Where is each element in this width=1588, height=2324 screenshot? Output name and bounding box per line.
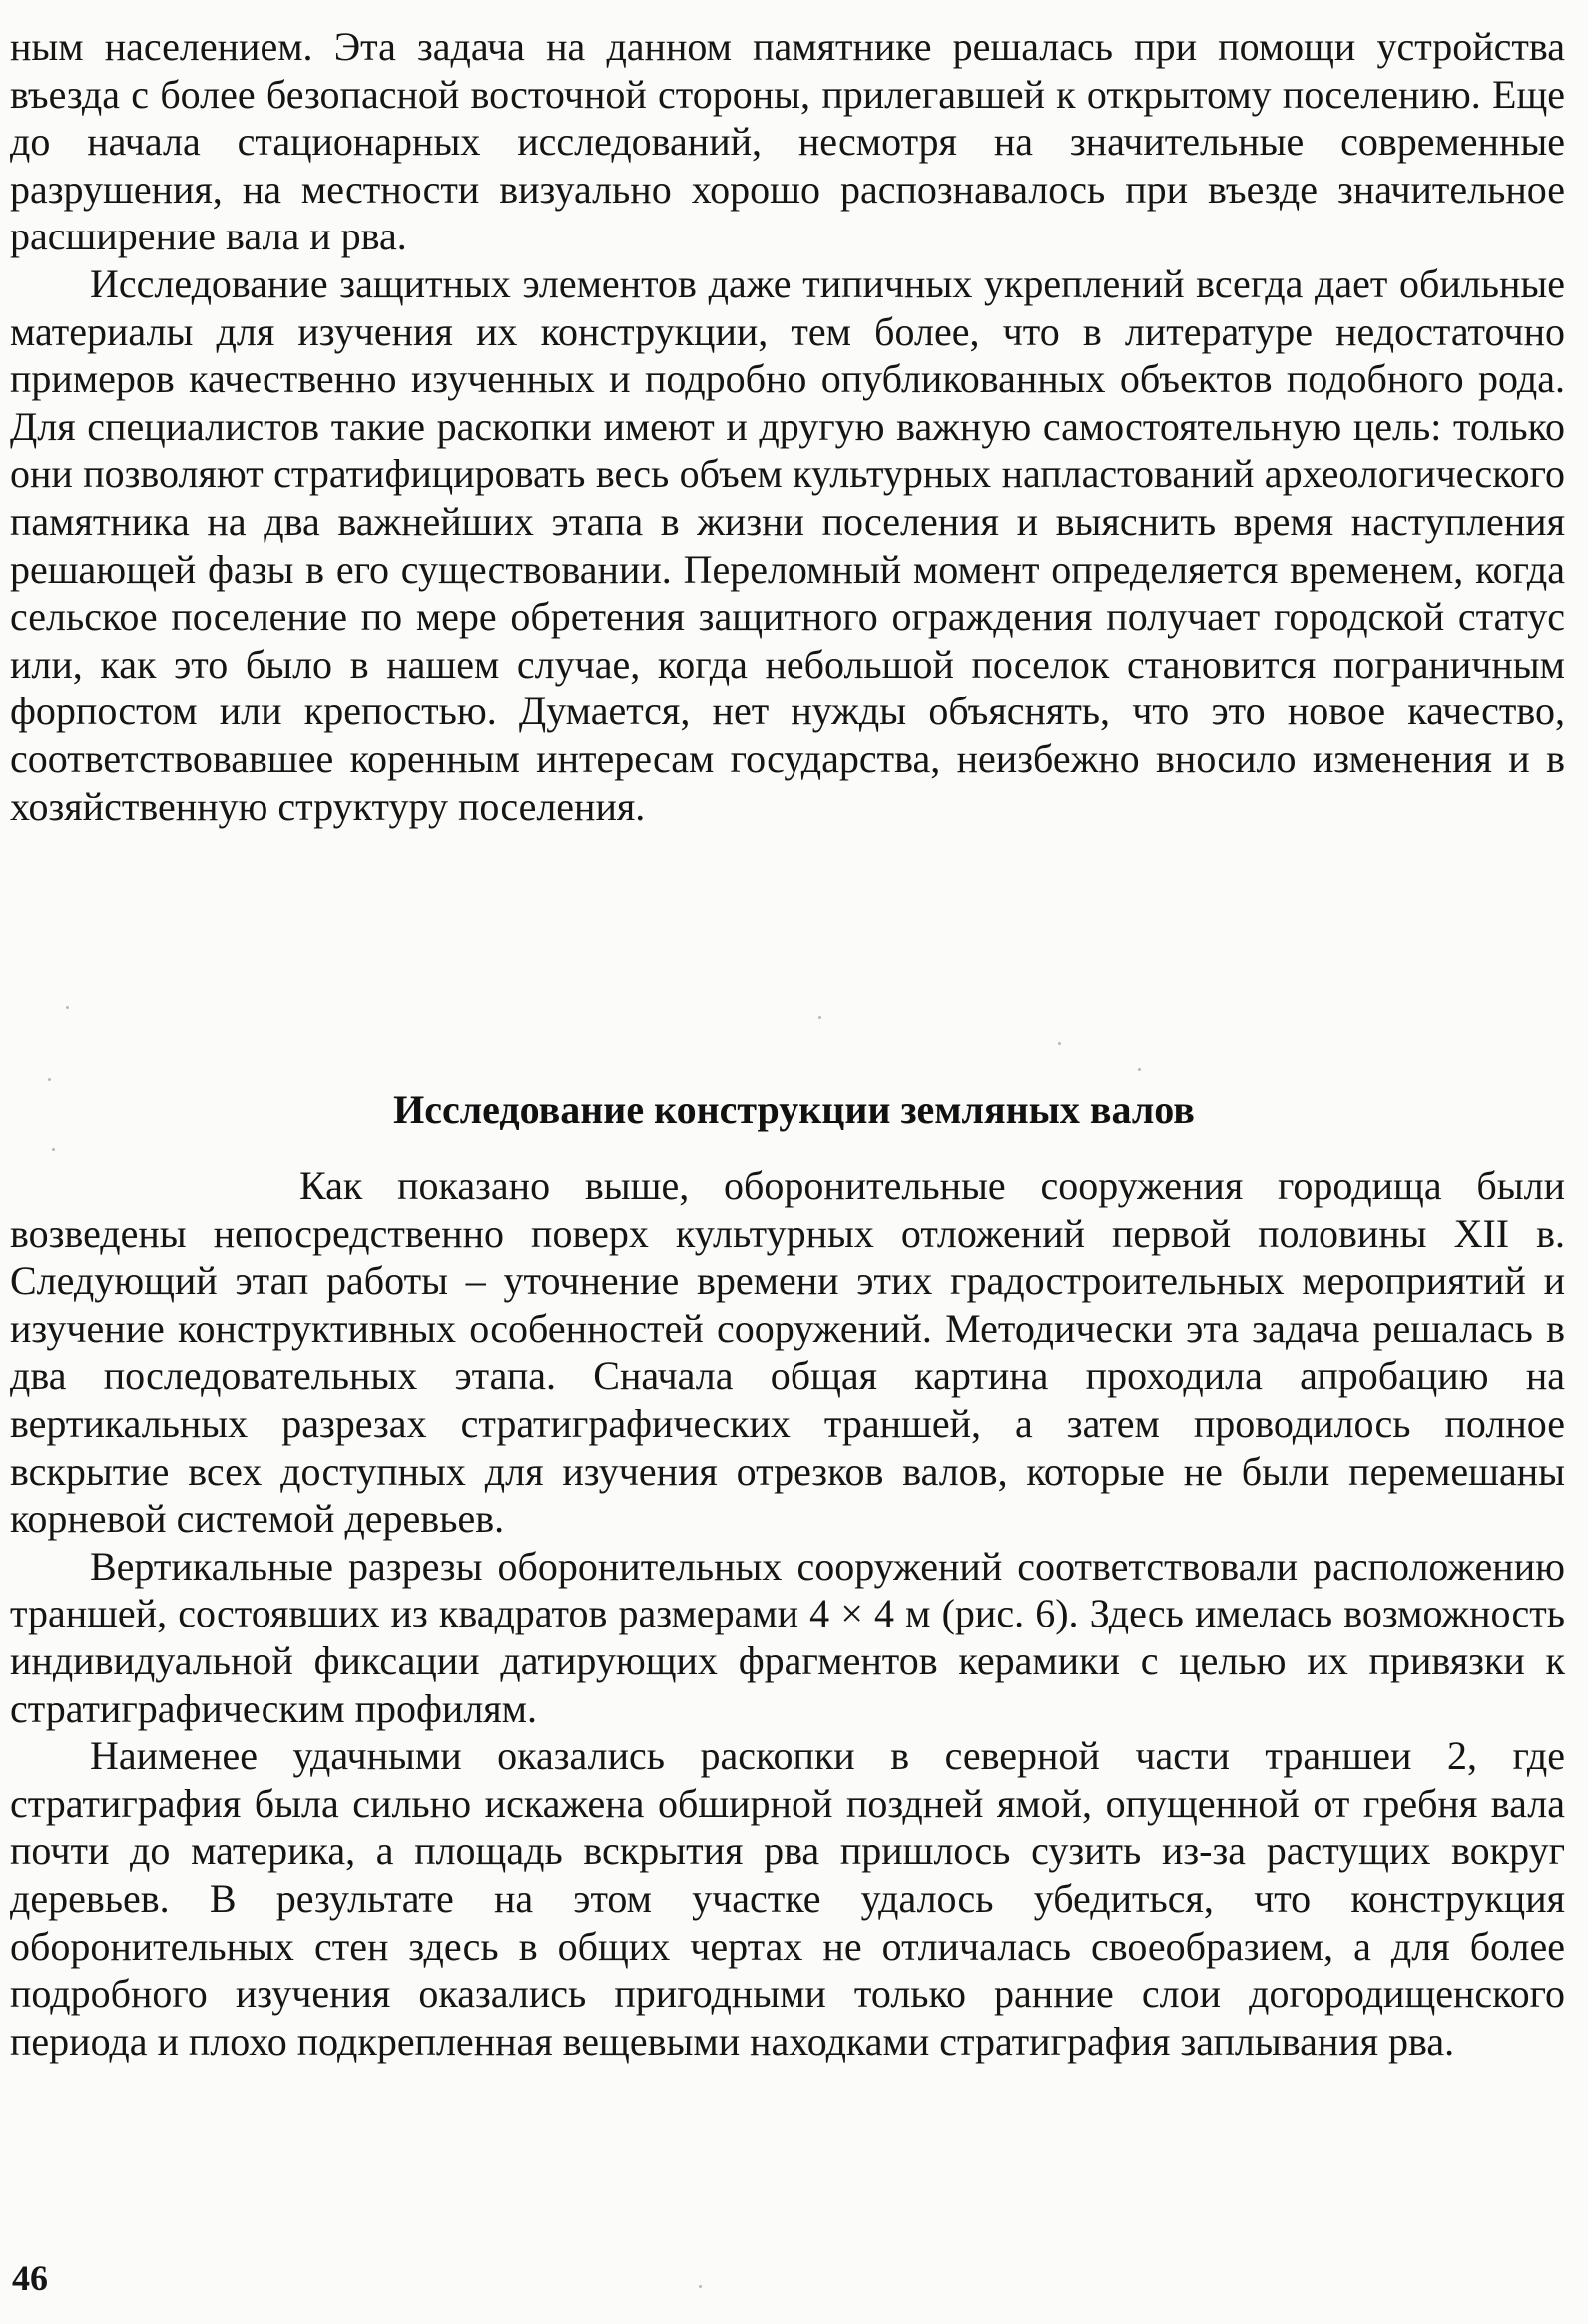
scan-speck <box>1058 1042 1061 1045</box>
page-number: 46 <box>12 2258 48 2298</box>
section-text-block <box>10 1162 1565 2065</box>
paragraph-construction-intro: Как показано выше, оборонительные сооружения городища были возведены непосредственно поверх культурных отложений первой половины XII в. Следующий этап работы – уточнение времени этих градостроительных мероприятий и изучение конструктивных особенностей сооружений. Методически эта задача решалась в два последовательных этапа. Сначала общая картина проходила апробацию на вертикальных разрезах стратиграфических траншей, а затем проводилось полное вскрытие всех доступных для изучения отрезков валов, которые не были перемешаны корневой системой деревьев. <box>10 1163 1565 1542</box>
paragraph-continued: ным населением. Эта задача на данном памятнике решалась при помощи устройства въезда с более безопасной восточной стороны, прилегавшей к открытому поселению. Еще до начала стационарных исследований, несмотря на значительные современные разрушения, на местности визуально хорошо распознавалось при въезде значительное расширение вала и рва. <box>10 24 1565 259</box>
paragraph-vertical-sections: Вертикальные разрезы оборонительных сооружений соответствовали расположению траншей, состоявших из квадратов размерами 4 × 4 м (рис. 6). Здесь имелась возможность индивидуальной фиксации датирующих фрагментов керамики с целью их привязки к стратиграфическим профилям. <box>10 1543 1565 1731</box>
scan-speck <box>48 1078 51 1081</box>
scan-speck <box>52 1148 55 1151</box>
paragraph-trench-results: Наименее удачными оказались раскопки в северной части траншеи 2, где стратиграфия была сильно искажена обширной поздней ямой, опущенной от гребня вала почти до материка, а площадь вскрытия рва пришлось сузить из-за растущих вокруг деревьев. В результате на этом участке удалось убедиться, что конструкция оборонительных стен здесь в общих чертах не отличалась своеобразием, а для более подробного изучения оказались пригодными только ранние слои догородищенского периода и плохо подкрепленная вещевыми находками стратиграфия заплывания рва. <box>10 1733 1565 2064</box>
scan-speck <box>1138 1068 1141 1071</box>
intro-text-block <box>10 23 1565 830</box>
section-heading: Исследование конструкции земляных валов <box>393 1087 1195 1132</box>
scan-speck <box>66 1006 69 1009</box>
scan-speck <box>818 1016 821 1019</box>
paragraph-fortification-study: Исследование защитных элементов даже типичных укреплений всегда дает обильные материалы для изучения их конструкции, тем более, что в литературе недостаточно примеров качественно изученных и подробно опубликованных объектов подобного рода. Для специалистов такие раскопки имеют и другую важную самостоятельную цель: только они позволяют стратифицировать весь объем культурных напластований археологического памятника на два важнейших этапа в жизни поселения и выяснить время наступления решающей фазы в его существовании. Переломный момент определяется временем, когда сельское поселение по мере обретения защитного ограждения получает городской статус или, как это было в нашем случае, когда небольшой поселок становится пограничным форпостом или крепостью. Думается, нет нужды объяснять, что это новое качество, соответствовавшее коренным интересам государства, неизбежно вносило изменения и в хозяйственную структуру поселения. <box>10 260 1565 829</box>
scan-speck <box>699 2285 702 2288</box>
